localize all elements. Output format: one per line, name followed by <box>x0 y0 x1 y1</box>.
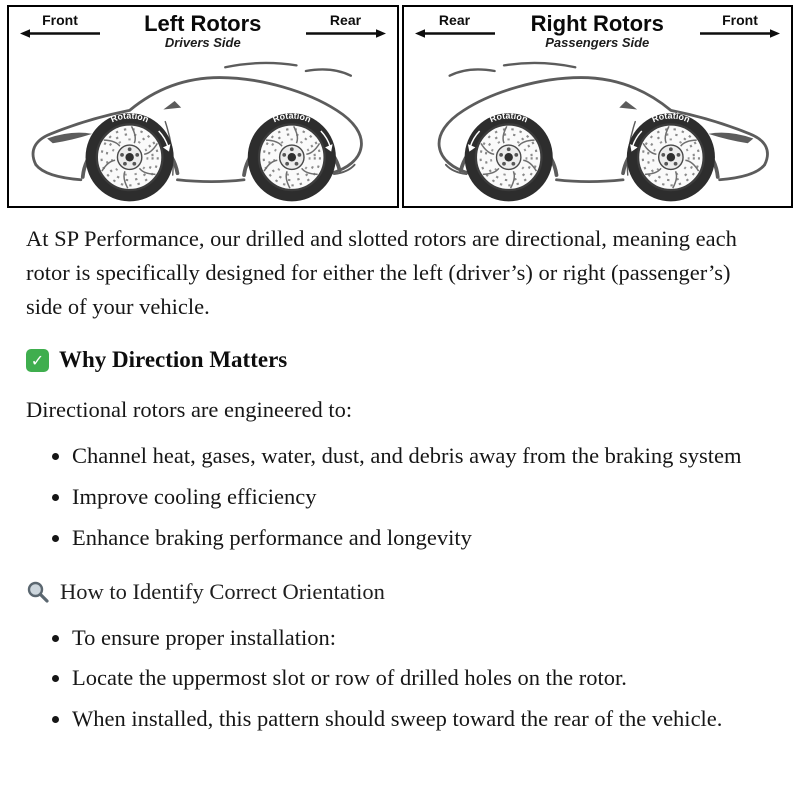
direction-text: Rear <box>438 12 471 28</box>
right-panel-titles <box>498 12 698 50</box>
panel-subtitle: Drivers Side <box>164 35 241 51</box>
orientation-bullet-list <box>26 621 774 736</box>
headlight-shape <box>47 133 92 144</box>
engineered-lead: Directional rotors are engineered to: <box>26 397 353 423</box>
orientation-heading: How to Identify Correct Orientation <box>60 578 385 604</box>
direction-text: Front <box>722 12 758 28</box>
right-car-illustration <box>404 50 792 206</box>
bullet-item: • Enhance braking performance and longevity <box>72 521 772 555</box>
left-panel-header <box>9 7 397 50</box>
article-body <box>0 208 800 736</box>
bullet-item: • To ensure proper installation: <box>72 621 772 655</box>
bullet-item: • Improve cooling efficiency <box>72 480 772 514</box>
why-direction-heading: Why Direction Matters <box>59 347 288 373</box>
rear-rotor <box>248 110 336 201</box>
rotor-direction-diagram <box>0 0 800 208</box>
bullet-item: • When installed, this pattern should sweep toward the rear of the vehicle. <box>72 702 772 736</box>
why-direction-heading-row <box>26 347 774 373</box>
magnifier-icon <box>26 580 50 604</box>
front-direction-label <box>17 12 103 38</box>
front-rotor <box>86 110 174 201</box>
rear-direction-label <box>303 12 389 38</box>
arrow-left-icon <box>20 29 100 38</box>
arrow-right-icon <box>306 29 386 38</box>
direction-text: Rear <box>329 12 362 28</box>
rear-rotor <box>464 110 552 201</box>
arrow-left-icon <box>415 29 495 38</box>
mirror-shape <box>163 101 181 109</box>
orientation-heading-row <box>26 579 774 605</box>
panel-title: Left Rotors <box>144 11 262 36</box>
left-car-illustration <box>9 50 397 206</box>
check-icon: ✓ <box>26 349 49 372</box>
bullet-item: • Locate the uppermost slot or row of drilled holes on the rotor. <box>72 661 772 695</box>
direction-text: Front <box>42 12 78 28</box>
front-rotor <box>626 110 714 201</box>
right-rotors-panel <box>402 5 794 208</box>
front-direction-label <box>697 12 783 38</box>
intro-paragraph: At SP Performance, our drilled and slotted rotors are directional, meaning each rotor is specifically designed for either the left (driver’s) or right (passenger’s) side of your vehicle. <box>26 226 737 319</box>
panel-title: Right Rotors <box>530 11 664 36</box>
panel-subtitle: Passengers Side <box>545 35 650 51</box>
why-direction-bullet-list <box>26 439 774 554</box>
rear-direction-label <box>412 12 498 38</box>
right-panel-header <box>404 7 792 50</box>
left-rotors-panel <box>7 5 399 208</box>
left-panel-titles <box>103 12 303 50</box>
arrow-right-icon <box>700 29 780 38</box>
bullet-item: • Channel heat, gases, water, dust, and debris away from the braking system <box>72 439 772 473</box>
